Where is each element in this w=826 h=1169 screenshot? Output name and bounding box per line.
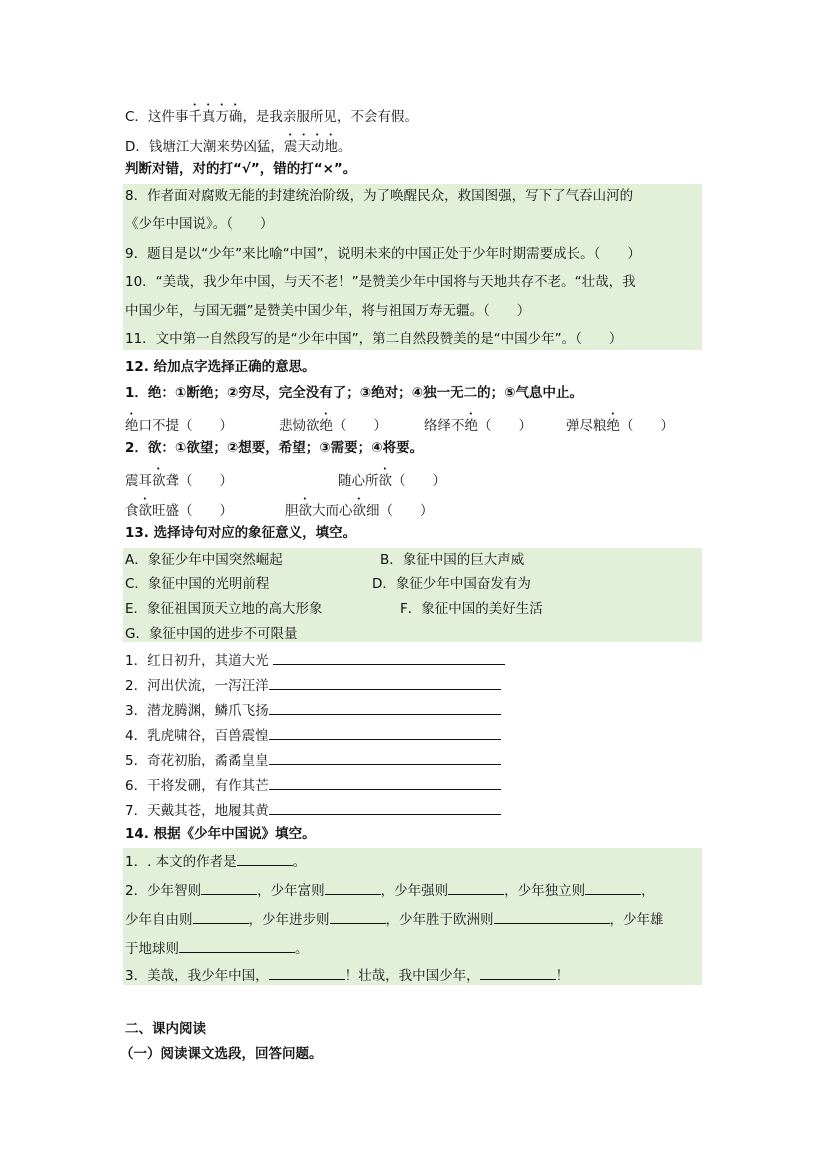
section-subheading: （一）阅读课文选段，回答问题。 [120, 1046, 323, 1062]
answer-blank[interactable] [494, 909, 610, 924]
q12-item: 震耳欲聋（ ） [125, 473, 233, 489]
option-d: D．钱塘江大潮来势凶猛，震天动地。 [125, 139, 352, 155]
fill-line: 于地球则 。 [125, 938, 309, 959]
answer-blank[interactable] [269, 725, 501, 740]
q12-item: 绝口不提（ ） [125, 418, 233, 434]
tf-line: 《少年中国说》。（ ） [125, 216, 274, 232]
tf-line: 中国少年，与国无疆”是赞美中国少年，将与祖国万寿无疆。（ ） [125, 303, 531, 319]
option-item: C．象征中国的光明前程 [125, 576, 270, 592]
q12-item: 络绎不绝（ ） [424, 418, 532, 434]
answer-blank[interactable] [179, 938, 295, 953]
tf-heading: 判断对错，对的打“√”，错的打“×”。 [125, 161, 357, 177]
tf-line: 9．题目是以“少年”来比喻“中国”，说明未来的中国正处于少年时期需要成长。（ ） [125, 246, 641, 262]
q13-heading: 13. 选择诗句对应的象征意义，填空。 [125, 525, 357, 541]
poem-item: 2．河出伏流，一泻汪洋 [125, 675, 501, 696]
poem-item: 1．红日初升，其道大光 [125, 650, 505, 671]
answer-blank[interactable] [269, 675, 501, 690]
q12-def-yu: 2．欲：①欲望；②想要，希望；③需要；④将要。 [125, 440, 424, 456]
q14-heading: 14. 根据《少年中国说》填空。 [125, 826, 316, 842]
answer-blank[interactable] [201, 880, 257, 895]
answer-blank[interactable] [325, 880, 381, 895]
answer-blank[interactable] [448, 880, 504, 895]
option-item: G．象征中国的进步不可限量 [125, 626, 298, 642]
q12-def-jue: 1．绝：①断绝；②穷尽，完全没有了；③绝对；④独一无二的；⑤气息中止。 [125, 385, 584, 401]
option-item: B．象征中国的巨大声威 [380, 552, 525, 568]
tf-line: 10．“美哉，我少年中国，与天不老！”是赞美少年中国将与天地共存不老。“壮哉，我 [125, 274, 636, 290]
answer-blank[interactable] [269, 750, 501, 765]
answer-blank[interactable] [273, 650, 505, 665]
tf-line: 11．文中第一自然段写的是“少年中国”，第二自然段赞美的是“中国少年”。（ ） [125, 331, 623, 347]
answer-blank[interactable] [193, 909, 249, 924]
poem-item: 5．奇花初胎，矞矞皇皇 [125, 750, 501, 771]
q12-item: 随心所欲（ ） [338, 473, 446, 489]
option-item: D．象征少年中国奋发有为 [372, 576, 531, 592]
poem-item: 6．干将发硎，有作其芒 [125, 775, 501, 796]
poem-item: 4．乳虎啸谷，百兽震惶 [125, 725, 501, 746]
fill-line: 1．. 本文的作者是 。 [125, 851, 306, 872]
tf-shade [123, 184, 702, 350]
option-item: A．象征少年中国突然崛起 [125, 552, 283, 568]
option-c: C．这件事千真万确，是我亲服所见，不会有假。 [125, 109, 418, 125]
fill-line: 少年自由则 ，少年进步则 ，少年胜于欧洲则 ，少年雄 [125, 909, 664, 930]
answer-blank[interactable] [269, 965, 345, 980]
answer-blank[interactable] [585, 880, 641, 895]
poem-item: 7．天戴其苍，地履其黄 [125, 800, 501, 821]
answer-blank[interactable] [269, 700, 501, 715]
q12-item: 弹尽粮绝（ ） [566, 418, 674, 434]
q12-item: 悲恸欲绝（ ） [279, 418, 387, 434]
answer-blank[interactable] [269, 800, 501, 815]
section-heading: 二、课内阅读 [125, 1021, 206, 1037]
poem-item: 3．潜龙腾渊，鳞爪飞扬 [125, 700, 501, 721]
answer-blank[interactable] [237, 851, 293, 866]
fill-line: 3．美哉，我少年中国， ！壮哉，我中国少年， ！ [125, 965, 569, 986]
option-item: E．象征祖国顶天立地的高大形象 [125, 601, 323, 617]
q12-heading: 12. 给加点字选择正确的意思。 [125, 359, 316, 375]
answer-blank[interactable] [330, 909, 386, 924]
tf-line: 8．作者面对腐败无能的封建统治阶级，为了唤醒民众，救国图强，写下了气吞山河的 [125, 188, 634, 204]
option-item: F．象征中国的美好生活 [400, 601, 543, 617]
q12-item: 胆欲大而心欲细（ ） [285, 503, 434, 519]
answer-blank[interactable] [269, 775, 501, 790]
fill-line: 2．少年智则 ，少年富则 ，少年强则 ，少年独立则 ， [125, 880, 655, 901]
answer-blank[interactable] [480, 965, 556, 980]
q12-item: 食欲旺盛（ ） [125, 503, 233, 519]
